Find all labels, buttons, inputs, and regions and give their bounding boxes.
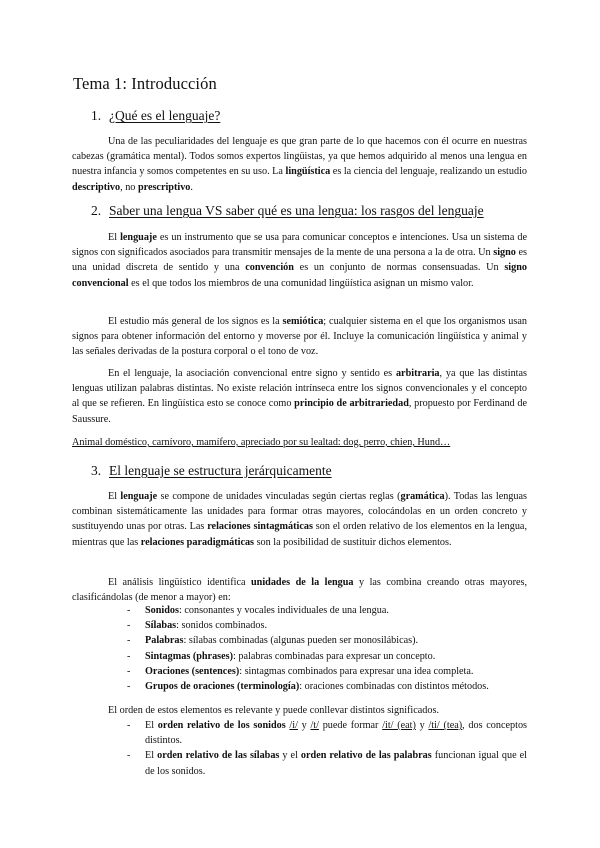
order-list: [127, 718, 527, 779]
section-2-heading: [91, 203, 484, 219]
page-title: Tema 1: Introducción: [73, 74, 217, 93]
list-item: - El orden relativo de los sonidos /i/ y /t/ puede formar /it/ (eat) y /ti/ (tea), dos conceptos distintos.: [127, 720, 528, 747]
section-2-title: Saber una lengua VS saber qué es una lengua: los rasgos del lenguaje: [109, 203, 484, 218]
section-3-number: 3.: [91, 463, 102, 478]
section-1-paragraph-1: Una de las peculiaridades del lenguaje es que gran parte de lo que hacemos con él ocurre en nuestras cabezas (gramática mental). Todos somos expertos lingüistas, ya que hemos adquirido al menos una lengua en nuestra infancia y somos competentes en su uso. La lingüística es la ciencia del lenguaje, realizando un estudio descriptivo, no prescriptivo.: [72, 136, 527, 193]
list-item: - Palabras: sílabas combinadas (algunas pueden ser monosilábicas).: [127, 635, 419, 647]
section-3-paragraph-3: El orden de estos elementos es relevante y puede conllevar distintos significados.: [108, 705, 439, 716]
section-2-example: Animal doméstico, carnívoro, mamífero, apreciado por su lealtad: dog, perro, chien, Hund…: [72, 437, 451, 448]
section-2-paragraph-1: El lenguaje es un instrumento que se usa para comunicar conceptos e intenciones. Usa un sistema de signos con significados asociados para transmitir mensajes de la mente de una persona a la de otra. Un signo es una unidad discreta de sentido y una convención es un conjunto de normas consensuadas. Un signo convencional es el que todos los miembros de una comunidad lingüística asignan un mismo valor.: [72, 232, 527, 289]
section-1-title: ¿Qué es el lenguaje?: [109, 108, 221, 123]
section-3-paragraph-1: El lenguaje se compone de unidades vinculadas según ciertas reglas (gramática). Todas las lenguas combinan sistemáticamente las unidades para formar otras mayores, colocándolas en un orden concreto y sustituyendo unas por otras. Las relaciones sintagmáticas son el orden relativo de los elementos en la lengua, mientras que las relaciones paradigmáticas son la posibilidad de sustituir dichos elementos.: [72, 491, 527, 548]
section-3-heading: [91, 463, 332, 479]
section-3-title: El lenguaje se estructura jerárquicamente: [109, 463, 332, 478]
section-2-number: 2.: [91, 203, 102, 218]
list-item: - El orden relativo de las sílabas y el orden relativo de las palabras funcionan igual que el de los sonidos.: [127, 750, 527, 777]
section-2-paragraph-3: En el lenguaje, la asociación convencional entre signo y sentido es arbitraria, ya que las distintas lenguas utilizan palabras distintas. No existe relación intrínseca entre los signos convencionales y el concepto al que se refieren. En lingüística esto se conoce como principio de arbitrariedad, propuesto por Ferdinand de Saussure.: [72, 368, 527, 425]
list-item: - Sílabas: sonidos combinados.: [127, 620, 267, 632]
list-item: - Sintagmas (phrases): palabras combinadas para expresar un concepto.: [127, 650, 436, 662]
list-item: - Sonidos: consonantes y vocales individuales de una lengua.: [127, 605, 389, 616]
section-3-paragraph-2: El análisis lingüístico identifica unidades de la lengua y las combina creando otras mayores, clasificándolas (de menor a mayor) en:: [72, 577, 527, 604]
section-2-paragraph-2: El estudio más general de los signos es la semiótica; cualquier sistema en el que los organismos usan signos para obtener información del entorno y moverse por él. Incluye la comunicación lingüística y animal y las señales derivadas de la postura corporal o el tono de voz.: [72, 316, 527, 358]
section-1-number: 1.: [91, 108, 102, 123]
list-item: - Grupos de oraciones (terminología): oraciones combinadas con distintos métodos.: [127, 681, 489, 693]
section-1-heading: [91, 108, 220, 124]
units-list: [127, 603, 527, 694]
list-item: - Oraciones (sentences): sintagmas combinados para expresar una idea completa.: [127, 665, 474, 677]
